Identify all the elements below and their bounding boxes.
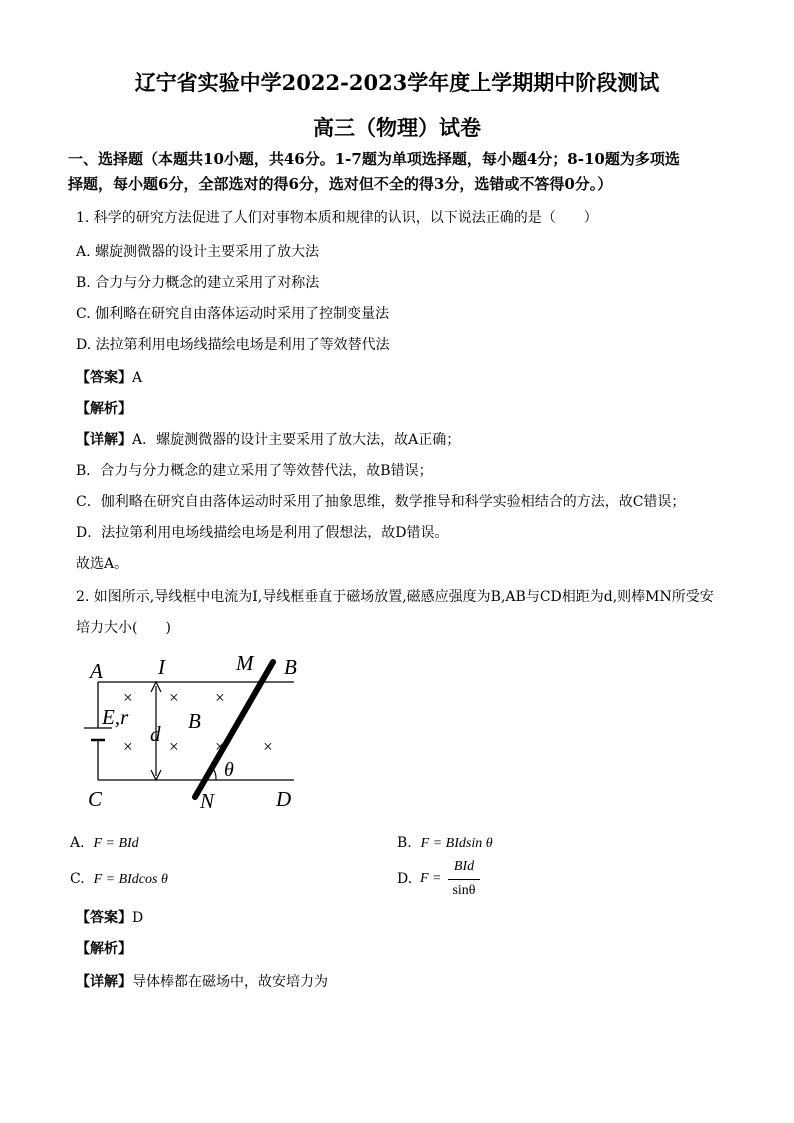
fraction-denominator: sinθ <box>452 883 476 898</box>
field-mark: × <box>214 688 226 707</box>
q1-detail-c: C．伽利略在研究自由落体运动时采用了抽象思维，数学推导和科学实验相结合的方法，故C错误； <box>76 494 686 510</box>
q1-detail-a <box>76 429 460 449</box>
field-mark: × <box>214 737 226 756</box>
answer-value: D <box>132 910 144 926</box>
detail-text: A．螺旋测微器的设计主要采用了放大法，故A正确； <box>132 432 461 448</box>
q1-analysis-tag: 【解析】 <box>76 401 132 417</box>
q2-analysis-tag: 【解析】 <box>76 941 132 957</box>
option-prefix: A. <box>70 835 85 851</box>
option-prefix: C. <box>70 871 85 887</box>
field-mark: × <box>262 737 274 756</box>
q2-detail <box>76 971 328 991</box>
label-n: N <box>200 789 215 813</box>
q2-answer <box>76 907 143 927</box>
detail-text: 导体棒都在磁场中，故安培力为 <box>132 974 328 990</box>
label-field-b: B <box>188 709 201 733</box>
q1-detail-b: B．合力与分力概念的建立采用了等效替代法，故B错误； <box>76 463 433 479</box>
section-instructions-line1: 一、选择题（本题共10小题，共46分。1-7题为单项选择题，每小题4分；8-10题为多项选 <box>68 150 680 168</box>
formula-bid: F = BId <box>93 836 139 851</box>
q1-answer <box>76 367 142 387</box>
q1-conclusion: 故选A。 <box>76 556 129 572</box>
field-mark: × <box>168 737 180 756</box>
fraction-bar <box>448 879 480 880</box>
label-m: M <box>236 651 254 675</box>
formula-bidsin: F = BIdsin θ <box>420 836 493 851</box>
label-c: C <box>88 787 103 811</box>
page-subtitle: 高三（物理）试卷 <box>313 115 481 140</box>
answer-tag: 【答案】 <box>76 370 132 386</box>
q1-option-a: A. 螺旋测微器的设计主要采用了放大法 <box>76 244 320 260</box>
q2-option-d-prefix: D. <box>397 871 413 887</box>
label-a: A <box>90 659 103 683</box>
q2-option-a <box>70 835 139 852</box>
q2-option-c <box>70 871 168 888</box>
formula-bidcos: F = BIdcos θ <box>93 872 168 887</box>
label-er: E,r <box>102 705 129 729</box>
answer-value: A <box>132 370 143 386</box>
section-instructions-line2: 择题，每小题6分，全部选对的得6分，选对但不全的得3分，选错或不答得0分。） <box>68 175 613 193</box>
q2-stem-line2: 培力大小( ) <box>76 620 171 636</box>
q1-detail-d: D．法拉第利用电场线描绘电场是利用了假想法，故D错误。 <box>76 525 449 541</box>
label-d: d <box>150 722 161 746</box>
detail-tag: 【详解】 <box>76 974 132 990</box>
field-mark: × <box>168 688 180 707</box>
label-i: I <box>158 655 165 679</box>
q2-stem-line1: 2. 如图所示,导线框中电流为I,导线框垂直于磁场放置,磁感应强度为B,AB与CD相距为d,则棒MN所受安 <box>76 589 714 605</box>
label-theta: θ <box>224 759 234 781</box>
field-mark: × <box>122 737 134 756</box>
detail-tag: 【详解】 <box>76 432 132 448</box>
field-mark: × <box>122 688 134 707</box>
q1-stem: 1. 科学的研究方法促进了人们对事物本质和规律的认识，以下说法正确的是（ ） <box>76 210 598 226</box>
q1-option-b: B. 合力与分力概念的建立采用了对称法 <box>76 275 320 291</box>
label-b: B <box>284 655 297 679</box>
q2-option-d-lhs: F = <box>420 871 442 886</box>
answer-tag: 【答案】 <box>76 910 132 926</box>
fraction-numerator: BId <box>453 859 475 874</box>
label-d-point: D <box>276 787 292 811</box>
page-title: 辽宁省实验中学2022-2023学年度上学期期中阶段测试 <box>134 70 660 95</box>
q1-option-c: C. 伽利略在研究自由落体运动时采用了控制变量法 <box>76 306 390 322</box>
q2-option-b <box>397 835 493 852</box>
circuit-figure <box>80 648 320 816</box>
q1-option-d: D. 法拉第利用电场线描绘电场是利用了等效替代法 <box>76 337 390 353</box>
option-prefix: B. <box>397 835 412 851</box>
